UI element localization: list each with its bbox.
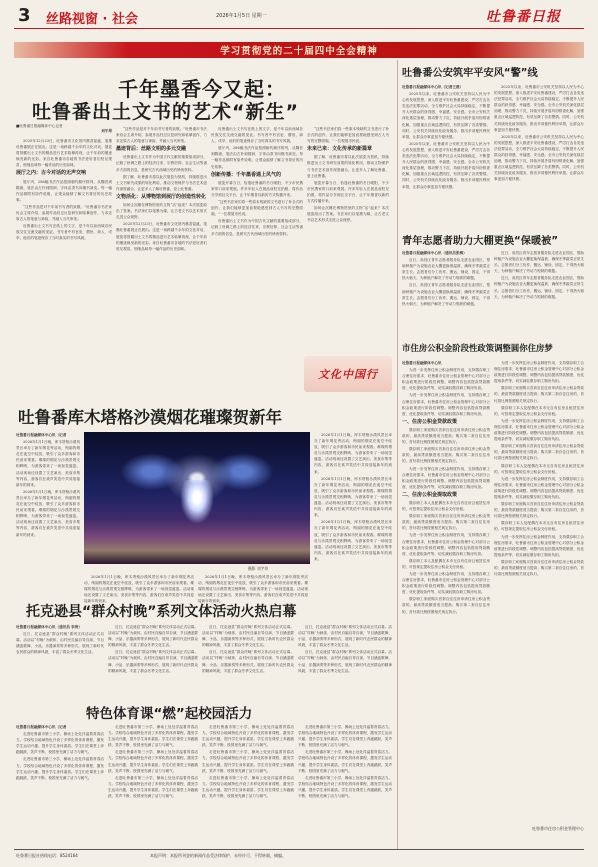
lead-subheading: 未来已来：文化传承的新篇章	[307, 146, 373, 153]
article4-paragraph: 2026年1月1日晚，库木塔格沙漠风景区举办了新年烟花秀活动，绚丽的烟花在夜空中绽放，吸引了众多游客和市民前来观看。璀璨的烟花与沙漠景观交相辉映，为游客带来了一场视觉盛宴。活动现场还设置了文艺演出、美食市集等内容，游客们在欢声笑语中共同迎接新年的到来。	[314, 476, 392, 518]
article7-paragraph: 为进一步发挥住房公积金制度作用，支持缴存职工合理住房需求，吐鲁番市住房公积金管理中心对部分公积金政策进行阶段性调整。调整内容包括提高贷款额度、优化提取条件等，切实减轻缴存职工购房负担。	[402, 533, 490, 556]
article6-paragraph: 走进吐鲁番市第三小学，操场上处处洋溢着青春活力。学校结合地域特色开设了多样化的体育课程，激发学生运动兴趣，提升学生身体素质。学生们在课堂上奔跑跳跃，笑声不断，校园里充满了活力与朝气。	[16, 732, 104, 755]
article3-col-2	[494, 250, 584, 334]
article4-col-4	[314, 432, 392, 596]
header-rule	[14, 28, 584, 29]
article3-paragraph: 近日，高昌区青年志愿者服务队走进农业园区，帮助种植户为设施农业大棚更换保温被，确保冬季蔬菜正常生长。志愿者们分工协作，搬运、铺设、固定，干得热火朝天，为种植户解决了劳动力短缺的难题。	[494, 251, 584, 274]
lead-paragraph: 如何让沉睡在博物馆里的文物“活”起来？本次展览给出了答案。书法家们以笔墨为媒，让古老文书以艺术形式走进公众视野。	[116, 203, 207, 220]
article2-col-1	[402, 84, 490, 226]
article7-org: 吐鲁番市住房公积金管理中心	[532, 826, 584, 831]
lead-paragraph: “这些书法家们将一些原本残缺的文书进行了补全式的创作，让我们能够更加直观地感受到古人书写的完整面貌。”一位观展市民说。	[211, 200, 303, 217]
article7-paragraph: 缴存职工家庭购买首套自住住房申请住房公积金贷款的，最高贷款额度适当提高；购买第二套自住住房的，首付款比例按照相关规定执行。	[402, 514, 490, 531]
article7-paragraph: 为进一步发挥住房公积金制度作用，支持缴存职工合理住房需求，吐鲁番市住房公积金管理中心对部分公积金政策进行阶段性调整。调整内容包括提高贷款额度、优化提取条件等，切实减轻缴存职工购房负担。	[402, 368, 490, 391]
lead-paragraph: 吐鲁番出土文书作为中国古代文献的重要组成部分，记载了丝绸之路上的经济往来、宗教信仰、社会生活等诸多方面的信息，是研究古代西域历史的珍贵资料。	[211, 219, 303, 236]
article2-paragraph: 2025年以来，吐鲁番市公安机关坚持以人民为中心的发展思想，深入推进平安吐鲁番建设，严厉打击各类违法犯罪活动，全力维护社会大局持续稳定，不断提升人民群众的获得感、幸福感、安全感。全市公安机关深化基层治理，推动警力下沉，持续开展矛盾纠纷排查化解，加强重点区域巡逻防控，有效压降了各类警情。同时，公安机关持续优化政务服务，推出多项便民利民举措，让群众办事更加方便快捷。	[494, 134, 584, 182]
stage-lights	[84, 518, 310, 564]
article5-paragraph: 近日，托克逊县“群众村晚”系列文体活动正式启幕。活动以“村晚”为载体，由村民自编自导自演，节目涵盖歌舞、小品、乐器演奏等多种形式，展现了新时代农民群众的精神风貌，丰富了群众冬季文化生活。	[298, 650, 392, 673]
article3-paragraph: 近日，高昌区青年志愿者服务队走进农业园区，帮助种植户为设施农业大棚更换保温被，确保冬季蔬菜正常生长。志愿者们分工协作，搬运、铺设、固定，干得热火朝天，为种植户解决了劳动力短缺的难题。	[402, 283, 490, 306]
article7-paragraph: 为进一步发挥住房公积金制度作用，支持缴存职工合理住房需求，吐鲁番市住房公积金管理中心对部分公积金政策进行阶段性调整。调整内容包括提高贷款额度、优化提取条件等，切实减轻缴存职工购房负担。	[494, 476, 584, 499]
article6-byline: 吐鲁番日报融媒体中心讯（记者	[16, 725, 67, 729]
lead-paragraph: “这些书法家们将一些原本残缺的文书进行了补全式的创作，让我们能够更加直观地感受到古人书写的完整面貌。”一位观展市民说。	[307, 127, 389, 144]
issue-date: 2026年1月5日 星期一	[216, 13, 267, 19]
masthead: 吐鲁番日报	[486, 9, 561, 25]
article5-col-4	[298, 624, 392, 694]
article7-paragraph: 缴存职工本人及配偶在本市无自有住房且租赁住房的，可按规定提取住房公积金支付房租。	[494, 521, 584, 532]
article5-col-3	[202, 624, 294, 694]
theme-banner-text: 学习贯彻党的二十届四中全会精神	[220, 46, 378, 57]
article5-paragraph: 近日，托克逊县“群众村晚”系列文体活动正式启幕。活动以“村晚”为载体，由村民自编自导自演，节目涵盖歌舞、小品、乐器演奏等多种形式，展现了新时代农民群众的精神风貌，丰富了群众冬季文化生活。	[108, 650, 198, 673]
article3-title: 青年志愿者助力大棚更换“保暖被”	[402, 236, 559, 247]
article6-paragraph: 走进吐鲁番市第三小学，操场上处处洋溢着青春活力。学校结合地域特色开设了多样化的体育课程，激发学生运动兴趣，提升学生身体素质。学生们在课堂上奔跑跳跃，笑声不断，校园里充满了活力与朝气。	[202, 775, 294, 799]
article7-paragraph: 缴存职工家庭购买首套自住住房申请住房公积金贷款的，最高贷款额度适当提高；购买第二套自住住房的，首付款比例按照相关规定执行。	[494, 386, 584, 403]
lead-byline-1: ■吐鲁番日报融媒体中心记者	[16, 124, 63, 128]
article3-paragraph: 近日，高昌区青年志愿者服务队走进农业园区，帮助种植户为设施农业大棚更换保温被，确保冬季蔬菜正常生长。志愿者们分工协作，搬运、铺设、固定，干得热火朝天，为种植户解决了劳动力短缺的难题。	[494, 276, 584, 299]
lead-paragraph: 展览开幕当日，恰逢吐鲁番的冬日暖阳，不少市民携家带口前来观展。许多年轻人在展品前驻足拍照，将作品分享到社交平台，让千年墨香以新的方式传播开来。	[211, 180, 303, 197]
page-header	[0, 0, 598, 30]
article3-col-1	[402, 250, 490, 334]
article5-paragraph: 近日，托克逊县“群众村晚”系列文体活动正式启幕。活动以“村晚”为载体，由村民自编自导自演，节目涵盖歌舞、小品、乐器演奏等多种形式，展现了新时代农民群众的精神风貌，丰富了群众冬季文化生活。	[16, 632, 104, 655]
article3-byline: 吐鲁番日报融媒体中心讯（通讯员张梅）	[402, 251, 467, 255]
lead-byline-2: 刘宇昂	[101, 129, 112, 133]
article7-paragraph: 为进一步发挥住房公积金制度作用，支持缴存职工合理住房需求，吐鲁番市住房公积金管理中心对部分公积金政策进行阶段性调整。调整内容包括提高贷款额度、优化提取条件等，切实减轻缴存职工购房负担。	[402, 466, 490, 489]
article7-paragraph: 为进一步发挥住房公积金制度作用，支持缴存职工合理住房需求，吐鲁番市住房公积金管理中心对部分公积金政策进行阶段性调整。调整内容包括提高贷款额度、优化提取条件等，切实减轻缴存职工购房负担。	[402, 572, 490, 595]
article6-paragraph: 走进吐鲁番市第三小学，操场上处处洋溢着青春活力。学校结合地域特色开设了多样化的体育课程，激发学生运动兴趣，提升学生身体素质。学生们在课堂上奔跑跳跃，笑声不断，校园里充满了活力与朝气。	[108, 750, 198, 773]
article6-paragraph: 走进吐鲁番市第三小学，操场上处处洋溢着青春活力。学校结合地域特色开设了多样化的体育课程，激发学生运动兴趣，提升学生身体素质。学生们在课堂上奔跑跳跃，笑声不断，校园里充满了活力与朝气。	[298, 750, 392, 773]
article4-col-3	[198, 574, 308, 604]
stage-center	[180, 480, 214, 524]
lead-paragraph: “这些作品是对千年前书写者的致敬。”吐鲁番市书法家协会主席介绍，参展作品经过反复研究和临摹创作，力求还原古人的笔意与神韵，并融入当代审美。	[16, 204, 112, 222]
article7-col-1	[402, 360, 490, 834]
article7-paragraph: 缴存职工家庭购买首套自住住房申请住房公积金贷款的，最高贷款额度适当提高；购买第二套自住住房的，首付款比例按照相关规定执行。	[402, 447, 490, 464]
article5-paragraph: 近日，托克逊县“群众村晚”系列文体活动正式启幕。活动以“村晚”为载体，由村民自编自导自演，节目涵盖歌舞、小品、乐器演奏等多种形式，展现了新时代农民群众的精神风貌，丰富了群众冬季文化生活。	[202, 650, 294, 673]
article6-title: 特色体育课“燃”起校园活力	[86, 706, 253, 722]
article4-paragraph: 2026年1月1日晚，库木塔格沙漠风景区举办了新年烟花秀活动，绚丽的烟花在夜空中绽放，吸引了众多游客和市民前来观看。璀璨的烟花与沙漠景观交相辉映，为游客带来了一场视觉盛宴。活动现场还设置了文艺演出、美食市集等内容，游客们在欢声笑语中共同迎接新年的到来。	[198, 575, 308, 604]
article7-paragraph: 为进一步发挥住房公积金制度作用，支持缴存职工合理住房需求，吐鲁番市住房公积金管理中心对部分公积金政策进行阶段性调整。调整内容包括提高贷款额度、优化提取条件等，切实减轻缴存职工购房负担。	[494, 534, 584, 557]
lead-paragraph: 如何让沉睡在博物馆里的文物“活”起来？本次展览给出了答案。书法家们以笔墨为媒，让古老文书以艺术形式走进公众视野。	[307, 206, 389, 223]
article6-paragraph: 走进吐鲁番市第三小学，操场上处处洋溢着青春活力。学校结合地域特色开设了多样化的体育课程，激发学生运动兴趣，提升学生身体素质。学生们在课堂上奔跑跳跃，笑声不断，校园里充满了活力与朝气。	[16, 757, 104, 780]
article2-title: 吐鲁番公安筑牢平安风“警”线	[402, 68, 538, 79]
article4-paragraph: 2026年1月1日晚，库木塔格沙漠风景区举办了新年烟花秀活动，绚丽的烟花在夜空中绽放，吸引了众多游客和市民前来观看。璀璨的烟花与沙漠景观交相辉映，为游客带来了一场视觉盛宴。活动现场还设置了文艺演出、美食市集等内容，游客们在欢声笑语中共同迎接新年的到来。	[314, 433, 392, 474]
article5-col-2	[108, 624, 198, 694]
article2-paragraph: 2025年以来，吐鲁番市公安机关坚持以人民为中心的发展思想，深入推进平安吐鲁番建设，严厉打击各类违法犯罪活动，全力维护社会大局持续稳定，不断提升人民群众的获得感、幸福感、安全感。全市公安机关深化基层治理，推动警力下沉，持续开展矛盾纠纷排查化解，加强重点区域巡逻防控，有效压降了各类警情。同时，公安机关持续优化政务服务，推出多项便民利民举措，让群众办事更加方便快捷。	[402, 92, 490, 139]
lead-byline	[16, 124, 112, 134]
lead-paragraph: 据了解，吐鲁番市将以此次展览为契机，持续推进出土文书研究成果的转化利用，推动文物保护与书法艺术创作深度融合，让更多人了解吐鲁番、爱上吐鲁番。	[307, 155, 389, 178]
page-number: 3	[18, 5, 31, 26]
lead-paragraph: 吐鲁番出土文书作为中国古代文献的重要组成部分，记载了丝绸之路上的经济往来、宗教信仰、社会生活等诸多方面的信息，是研究古代西域历史的珍贵资料。	[116, 155, 207, 172]
photo-credit: 摄影 刘宇昂	[248, 566, 269, 571]
article7-subheading: 二、住房公积金提取政策	[402, 491, 458, 498]
lead-column-3	[211, 126, 303, 396]
lead-paragraph: 展览开幕当日，恰逢吐鲁番的冬日暖阳，不少市民携家带口前来观展。许多年轻人在展品前驻足拍照，将作品分享到社交平台，让千年墨香以新的方式传播开来。	[307, 180, 389, 204]
article5-paragraph: 近日，托克逊县“群众村晚”系列文体活动正式启幕。活动以“村晚”为载体，由村民自编自导自演，节目涵盖歌舞、小品、乐器演奏等多种形式，展现了新时代农民群众的精神风貌，丰富了群众冬季文化生活。	[202, 625, 294, 648]
lead-paragraph: “这些作品是对千年前书写者的致敬。”吐鲁番市书法家协会主席介绍，参展作品经过反复研究和临摹创作，力求还原古人的笔意与神韵，并融入当代审美。	[116, 127, 207, 144]
article7-paragraph: 缴存职工本人及配偶在本市无自有住房且租赁住房的，可按规定提取住房公积金支付房租。	[494, 463, 584, 474]
article7-col-2	[494, 360, 584, 822]
section-title: 丝路视窗 · 社会	[46, 12, 138, 27]
article4-paragraph: 2026年1月1日晚，库木塔格沙漠风景区举办了新年烟花秀活动，绚丽的烟花在夜空中绽放，吸引了众多游客和市民前来观看。璀璨的烟花与沙漠景观交相辉映，为游客带来了一场视觉盛宴。活动现场还设置了文艺演出、美食市集等内容，游客们在欢声笑语中共同迎接新年的到来。	[16, 489, 80, 537]
footer-notice: 本报声明：本报所刊登的新闻作品受法律保护，未经许可，不得转载、摘编。	[150, 853, 286, 858]
fireworks-photo	[84, 432, 310, 564]
article6-paragraph: 走进吐鲁番市第三小学，操场上处处洋溢着青春活力。学校结合地域特色开设了多样化的体育课程，激发学生运动兴趣，提升学生身体素质。学生们在课堂上奔跑跳跃，笑声不断，校园里充满了活力与朝气。	[298, 725, 392, 748]
article7-paragraph: 为进一步发挥住房公积金制度作用，支持缴存职工合理住房需求，吐鲁番市住房公积金管理中心对部分公积金政策进行阶段性调整。调整内容包括提高贷款额度、优化提取条件等，切实减轻缴存职工购房负担。	[402, 393, 490, 416]
article5-paragraph: 近日，托克逊县“群众村晚”系列文体活动正式启幕。活动以“村晚”为载体，由村民自编自导自演，节目涵盖歌舞、小品、乐器演奏等多种形式，展现了新时代农民群众的精神风貌，丰富了群众冬季文化生活。	[108, 625, 198, 648]
article7-paragraph: 缴存职工家庭购买首套自住住房申请住房公积金贷款的，最高贷款额度适当提高；购买第二套自住住房的，首付款比例按照相关规定执行。	[494, 502, 584, 519]
lead-paragraph: 展厅内，286幅书法作品按照朝代顺序排列，从魏晋到隋唐，笔法由古朴到圆润，字体由隶书向楷书演变。每一幅作品都附有原件说明，让观众能够了解文书背后的历史故事。	[211, 146, 303, 169]
lead-subheading: 创新传播：千年墨香通上风气的	[211, 171, 282, 178]
article3-paragraph: 近日，高昌区青年志愿者服务队走进农业园区，帮助种植户为设施农业大棚更换保温被，确保冬季蔬菜正常生长。志愿者们分工协作，搬运、铺设、固定，干得热火朝天，为种植户解决了劳动力短缺的难题。	[402, 258, 490, 281]
lead-title-line1: 千年墨香今又起：	[118, 77, 286, 101]
article7-paragraph: 为进一步发挥住房公积金制度作用，支持缴存职工合理住房需求，吐鲁番市住房公积金管理中心对部分公积金政策进行阶段性调整。调整内容包括提高贷款额度、优化提取条件等，切实减轻缴存职工购房负担。	[494, 361, 584, 384]
article5-paragraph: 近日，托克逊县“群众村晚”系列文体活动正式启幕。活动以“村晚”为载体，由村民自编自导自演，节目涵盖歌舞、小品、乐器演奏等多种形式，展现了新时代农民群众的精神风貌，丰富了群众冬季文化生活。	[298, 625, 392, 648]
article6-paragraph: 走进吐鲁番市第三小学，操场上处处洋溢着青春活力。学校结合地域特色开设了多样化的体育课程，激发学生运动兴趣，提升学生身体素质。学生们在课堂上奔跑跳跃，笑声不断，校园里充满了活力与朝气。	[202, 725, 294, 748]
article4-paragraph: 2026年1月1日晚，库木塔格沙漠风景区举办了新年烟花秀活动，绚丽的烟花在夜空中绽放，吸引了众多游客和市民前来观看。璀璨的烟花与沙漠景观交相辉映，为游客带来了一场视觉盛宴。活动现场还设置了文艺演出、美食市集等内容，游客们在欢声笑语中共同迎接新年的到来。	[84, 575, 194, 604]
lead-paragraph: 据了解，吐鲁番市将以此次展览为契机，持续推进出土文书研究成果的转化利用，推动文物保护与书法艺术创作深度融合，让更多人了解吐鲁番、爱上吐鲁番。	[116, 174, 207, 191]
lead-paragraph: 吐鲁番出土文书写在纸上的文字，是千年以前西域各民族交往交流交融的见证。书写者中有官吏、僧侣、商人、戍卒，他们的笔迹保存了当时真实的书写风貌。	[211, 127, 303, 144]
article6-col-3	[202, 724, 294, 842]
article7-paragraph: 缴存职工家庭购买首套自住住房申请住房公积金贷款的，最高贷款额度适当提高；购买第二套自住住房的，首付款比例按照相关规定执行。	[402, 427, 490, 445]
article7-paragraph: 缴存职工家庭购买首套自住住房申请住房公积金贷款的，最高贷款额度适当提高；购买第二套自住住房的，首付款比例按照相关规定执行。	[494, 559, 584, 577]
lead-title-line2: 吐鲁番出土文书的艺术“新生”	[32, 101, 299, 123]
lead-column-1	[16, 138, 112, 396]
article6-col-2	[108, 724, 198, 842]
article7-subheading: 一、住房公积金贷款政策	[402, 418, 458, 425]
lead-subheading: 文物活化：从博物馆到展厅的创造性转化	[116, 193, 207, 200]
article4-byline: 吐鲁番日报融媒体中心讯（记者	[16, 433, 67, 437]
article6-paragraph: 走进吐鲁番市第三小学，操场上处处洋溢着青春活力。学校结合地域特色开设了多样化的体育课程，激发学生运动兴趣，提升学生身体素质。学生们在课堂上奔跑跳跃，笑声不断，校园里充满了活力与朝气。	[108, 725, 198, 748]
article6-paragraph: 走进吐鲁番市第三小学，操场上处处洋溢着青春活力。学校结合地域特色开设了多样化的体育课程，激发学生运动兴趣，提升学生身体素质。学生们在课堂上奔跑跳跃，笑声不断，校园里充满了活力与朝气。	[202, 750, 294, 773]
footer-rule	[14, 849, 584, 850]
lead-paragraph: 2025年12月23日，吐鲁番市文化馆内墨香氤氲，笔墨吐鲁番展正在展出。这是一场跨越千余年的文化对话，展览将馆藏出土文书的精品进行艺术临摹再现，让千年前的墨迹焕发新的光彩。来自吐鲁番市各地的书法爱好者们驻足观赏，细细品味每一幅作品的历史韵味。	[116, 222, 207, 251]
lead-paragraph: 展厅内，286幅书法作品按照朝代顺序排列，从魏晋到隋唐，笔法由古朴到圆润，字体由隶书向楷书演变。每一幅作品都附有原件说明，让观众能够了解文书背后的历史故事。	[16, 179, 112, 202]
culture-logo	[304, 356, 392, 392]
column-divider	[397, 60, 398, 850]
article4-paragraph: 2026年1月1日晚，库木塔格沙漠风景区举办了新年烟花秀活动，绚丽的烟花在夜空中绽放，吸引了众多游客和市民前来观看。璀璨的烟花与沙漠景观交相辉映，为游客带来了一场视觉盛宴。活动现场还设置了文艺演出、美食市集等内容，游客们在欢声笑语中共同迎接新年的到来。	[314, 520, 392, 561]
article7-paragraph: 为进一步发挥住房公积金制度作用，支持缴存职工合理住房需求，吐鲁番市住房公积金管理中心对部分公积金政策进行阶段性调整。调整内容包括提高贷款额度、优化提取条件等，切实减轻缴存职工购房负担。	[494, 418, 584, 442]
article2-paragraph: 2025年以来，吐鲁番市公安机关坚持以人民为中心的发展思想，深入推进平安吐鲁番建设，严厉打击各类违法犯罪活动，全力维护社会大局持续稳定，不断提升人民群众的获得感、幸福感、安全感。全市公安机关深化基层治理，推动警力下沉，持续开展矛盾纠纷排查化解，加强重点区域巡逻防控，有效压降了各类警情。同时，公安机关持续优化政务服务，推出多项便民利民举措，让群众办事更加方便快捷。	[494, 85, 584, 132]
article4-title: 吐鲁番库木塔格沙漠烟花璀璨贺新年	[18, 408, 282, 427]
article4-col-2	[84, 574, 194, 604]
article5-byline: 吐鲁番日报融媒体中心讯（通讯员 李涛）	[16, 625, 82, 629]
article6-col-4	[298, 724, 392, 842]
lead-column-2	[116, 126, 207, 396]
article5-title: 托克逊县“群众村晚”系列文体活动火热启幕	[26, 604, 297, 620]
article7-paragraph: 缴存职工家庭购买首套自住住房申请住房公积金贷款的，最高贷款额度适当提高；购买第二套自住住房的，首付款比例按照相关规定执行。	[402, 597, 490, 614]
article4-col-1	[16, 432, 80, 596]
article7-paragraph: 缴存职工本人及配偶在本市无自有住房且租赁住房的，可按规定提取住房公积金支付房租。	[402, 558, 490, 569]
article6-paragraph: 走进吐鲁番市第三小学，操场上处处洋溢着青春活力。学校结合地域特色开设了多样化的体育课程，激发学生运动兴趣，提升学生身体素质。学生们在课堂上奔跑跳跃，笑声不断，校园里充满了活力与朝气。	[298, 775, 392, 799]
article5-col-1	[16, 624, 104, 694]
article2-byline: 吐鲁番日报融媒体中心讯（记者王燕）	[402, 85, 464, 89]
lead-column-4	[307, 126, 389, 352]
article2-paragraph: 2025年以来，吐鲁番市公安机关坚持以人民为中心的发展思想，深入推进平安吐鲁番建设，严厉打击各类违法犯罪活动，全力维护社会大局持续稳定，不断提升人民群众的获得感、幸福感、安全感。全市公安机关深化基层治理，推动警力下沉，持续开展矛盾纠纷排查化解，加强重点区域巡逻防控，有效压降了各类警情。同时，公安机关持续优化政务服务，推出多项便民利民举措，让群众办事更加方便快捷。	[402, 141, 490, 189]
article4-paragraph: 2026年1月1日晚，库木塔格沙漠风景区举办了新年烟花秀活动，绚丽的烟花在夜空中绽放，吸引了众多游客和市民前来观看。璀璨的烟花与沙漠景观交相辉映，为游客带来了一场视觉盛宴。活动现场还设置了文艺演出、美食市集等内容，游客们在欢声笑语中共同迎接新年的到来。	[16, 440, 80, 487]
article7-paragraph: 缴存职工本人及配偶在本市无自有住房且租赁住房的，可按规定提取住房公积金支付房租。	[494, 405, 584, 416]
article2-col-2	[494, 84, 584, 226]
article6-paragraph: 走进吐鲁番市第三小学，操场上处处洋溢着青春活力。学校结合地域特色开设了多样化的体育课程，激发学生运动兴趣，提升学生身体素质。学生们在课堂上奔跑跳跃，笑声不断，校园里充满了活力与朝气。	[108, 775, 198, 799]
lead-paragraph: 2025年12月23日，吐鲁番市文化馆内墨香氤氲，笔墨吐鲁番展正在展出。这是一场跨越千余年的文化对话，展览将馆藏出土文书的精品进行艺术临摹再现，让千年前的墨迹焕发新的光彩。来自吐鲁番市各地的书法爱好者们驻足观赏，细细品味每一幅作品的历史韵味。	[16, 139, 112, 168]
article7-paragraph: 缴存职工本人及配偶在本市无自有住房且租赁住房的，可按规定提取住房公积金支付房租。	[402, 500, 490, 512]
culture-logo-text: 文化中国行	[318, 368, 378, 381]
lead-subheading: 墨迹背后：丝路文明的多元交融	[116, 146, 187, 153]
lead-paragraph: 吐鲁番出土文书写在纸上的文字，是千年以前西域各民族交往交流交融的见证。书写者中有官吏、僧侣、商人、戍卒，他们的笔迹保存了当时真实的书写风貌。	[16, 224, 112, 241]
footer-hotline: 吐鲁番日报社热线电话：8524164	[16, 853, 78, 858]
article7-title: 市住房公积金阶段性政策调整圆你住房梦	[402, 343, 553, 353]
article7-byline: 吐鲁番日报融媒体中心讯	[402, 361, 442, 365]
theme-banner	[14, 42, 584, 58]
lead-subheading: 展厅之内：古今对话的无声交响	[16, 170, 87, 177]
article6-col-1	[16, 724, 104, 842]
article7-paragraph: 缴存职工家庭购买首套自住住房申请住房公积金贷款的，最高贷款额度适当提高；购买第二套自住住房的，首付款比例按照相关规定执行。	[494, 444, 584, 461]
